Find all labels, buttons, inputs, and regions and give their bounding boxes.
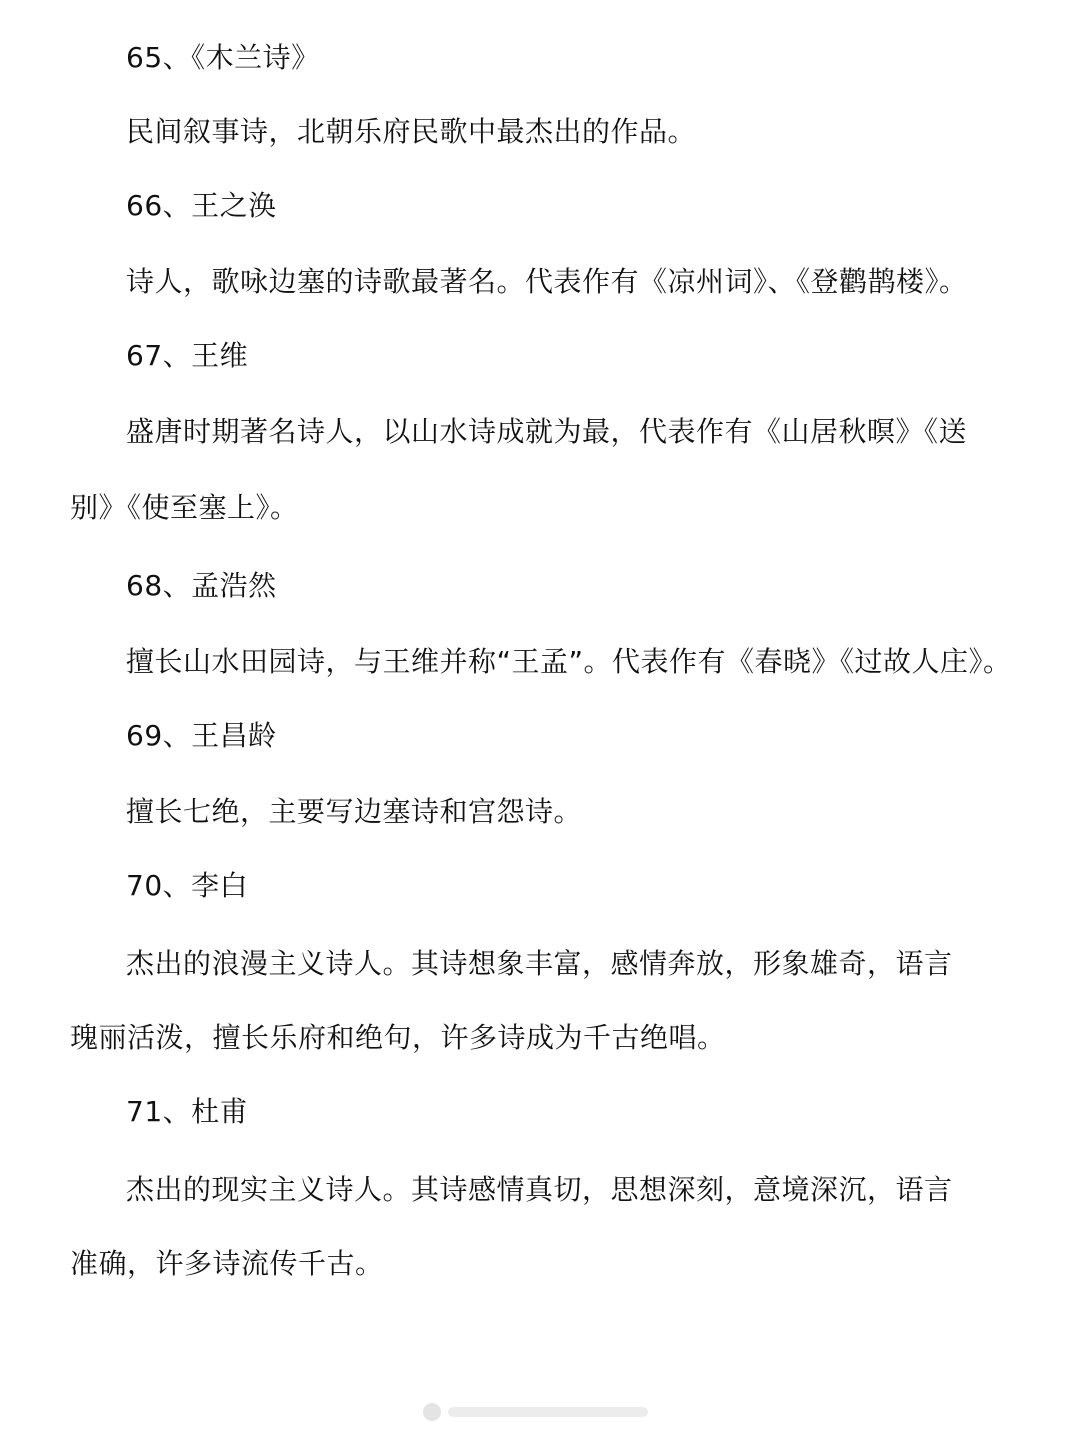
watermark-circle: [423, 1403, 441, 1421]
entry-66-description: 诗人，歌咏边塞的诗歌最著名。代表作有《凉州词》、《登鹳鹊楼》。: [126, 265, 968, 298]
watermark-bar: [448, 1407, 648, 1417]
entry-71-description-line-1: 杰出的现实主义诗人。其诗感情真切，思想深刻，意境深沉，语言: [126, 1173, 953, 1206]
entry-69-heading: 69、王昌龄: [126, 719, 277, 752]
entry-69-description: 擅长七绝，主要写边塞诗和宫怨诗。: [126, 795, 583, 828]
entry-71-description-line-2: 准确，许多诗流传千古。: [70, 1247, 384, 1280]
entry-71-heading: 71、杜甫: [126, 1095, 249, 1128]
entry-68-description: 擅长山水田园诗，与王维并称“王孟”。代表作有《春晓》《过故人庄》。: [126, 645, 1012, 678]
entry-65-description: 民间叙事诗，北朝乐府民歌中最杰出的作品。: [126, 115, 697, 148]
watermark-mark: [420, 1398, 660, 1426]
entry-70-heading: 70、李白: [126, 869, 249, 902]
entry-68-heading: 68、孟浩然: [126, 569, 277, 602]
entry-70-description-line-1: 杰出的浪漫主义诗人。其诗想象丰富，感情奔放，形象雄奇，语言: [126, 947, 953, 980]
entry-70-description-line-2: 瑰丽活泼，擅长乐府和绝句，许多诗成为千古绝唱。: [70, 1021, 726, 1054]
entry-66-heading: 66、王之涣: [126, 189, 277, 222]
entry-67-heading: 67、王维: [126, 339, 249, 372]
entry-67-description-line-2: 别》《使至塞上》。: [70, 491, 299, 524]
entry-65-heading: 65、《木兰诗》: [126, 41, 320, 74]
entry-67-description-line-1: 盛唐时期著名诗人，以山水诗成就为最，代表作有《山居秋暝》《送: [126, 415, 968, 448]
